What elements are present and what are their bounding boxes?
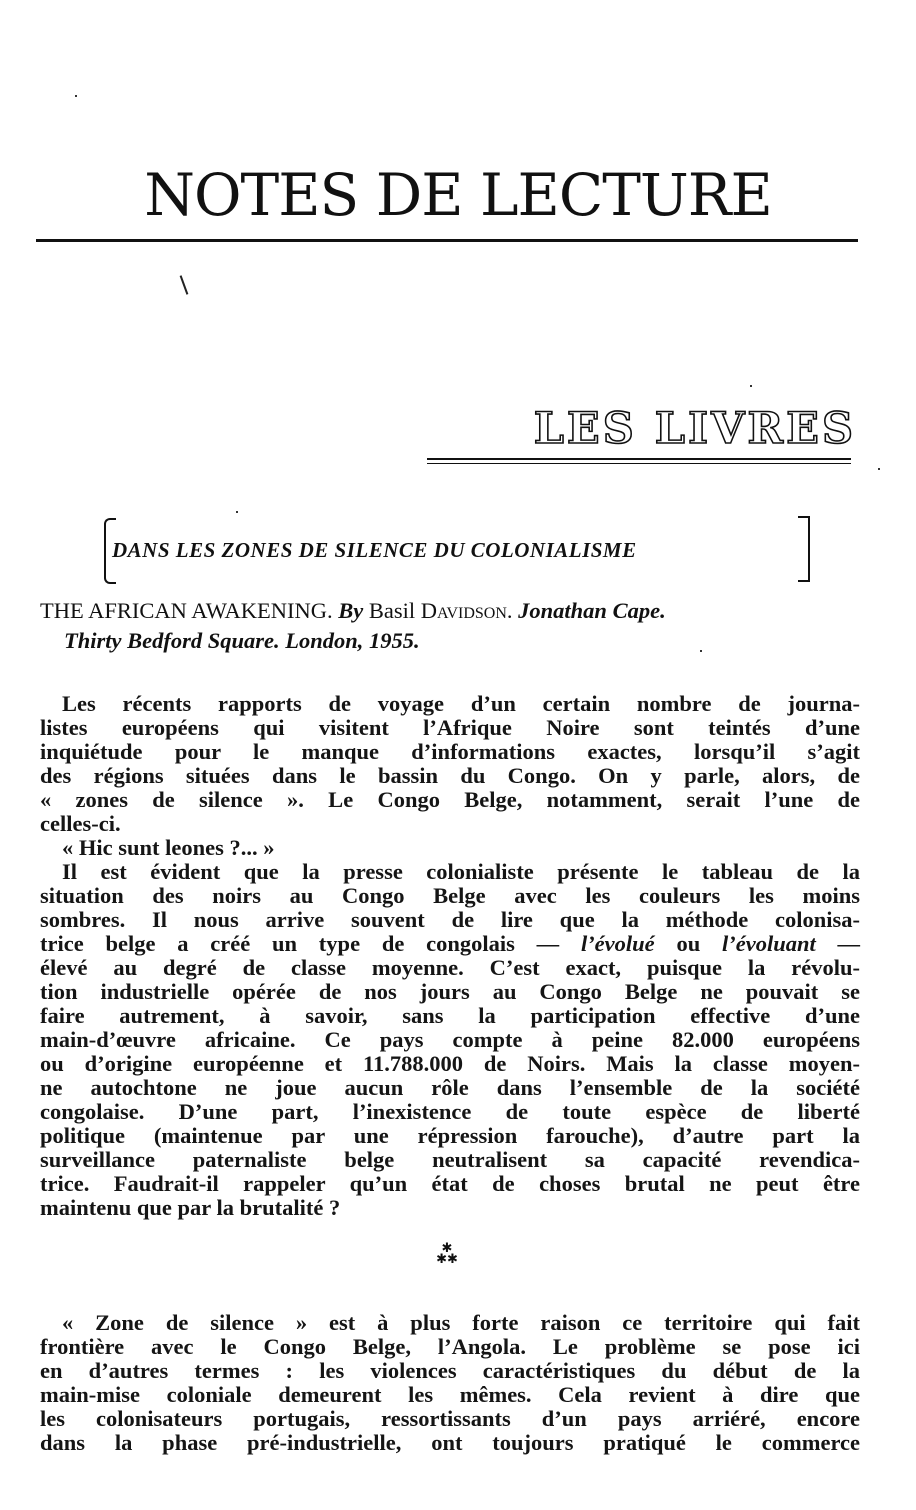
text-line: frontière avec le Congo Belge, l’Angola. Le problème se pose ici	[40, 1334, 860, 1359]
scan-speck	[750, 385, 752, 387]
bibliographic-reference	[40, 596, 860, 656]
text-line: les colonisateurs portugais, ressortissants d’un pays arriéré, encore	[40, 1406, 860, 1431]
term-evoluant: l’évoluant	[721, 931, 816, 956]
review-body	[40, 692, 860, 1220]
text-line: celles-ci.	[40, 811, 121, 836]
text-line: dans la phase pré-industrielle, ont toujours pratiqué le commerce	[40, 1430, 860, 1455]
review-body-continued	[40, 1311, 860, 1455]
author-last-name: Davidson.	[420, 598, 513, 623]
subsection-rule-bottom	[427, 463, 851, 464]
text-line: Les récents rapports de voyage d’un certain nombre de journa-	[62, 691, 860, 716]
text-line: ou d’origine européenne et 11.788.000 de Noirs. Mais la classe moyen-	[40, 1051, 860, 1076]
text-line: congolaise. D’une part, l’inexistence de toute espèce de liberté	[40, 1099, 860, 1124]
text-line: inquiétude pour le manque d’informations exactes, lorsqu’il s’agit	[40, 739, 860, 764]
section-title: NOTES DE LECTURE	[144, 161, 772, 229]
term-evolue: l’évolué	[580, 931, 655, 956]
text-line-with-italics: trice belge a créé un type de congolais — l’évolué ou l’évoluant —	[40, 931, 861, 956]
scan-speck	[236, 511, 238, 513]
subsection-rule-top	[427, 458, 851, 460]
text-line: « zones de silence ». Le Congo Belge, notamment, serait l’une de	[40, 787, 860, 812]
biblio-line-1	[40, 596, 860, 626]
scan-speck	[75, 95, 77, 97]
author-first-name: Basil	[368, 598, 416, 623]
scan-mark	[180, 275, 189, 294]
publisher: Jonathan Cape.	[518, 598, 666, 623]
text-line: Il est évident que la presse colonialiste présente le tableau de la	[62, 859, 860, 884]
text-line: des régions situées dans le bassin du Congo. On y parle, alors, de	[40, 763, 860, 788]
text-line: situation des noirs au Congo Belge avec les couleurs les moins	[40, 883, 860, 908]
text-line: en d’autres termes : les violences caractéristiques du début de la	[40, 1358, 860, 1383]
text-line: listes européens qui visitent l’Afrique Noire sont teintés d’une	[40, 715, 860, 740]
text-line: main-mise coloniale demeurent les mêmes. Cela revient à dire que	[40, 1382, 860, 1407]
review-heading: DANS LES ZONES DE SILENCE DU COLONIALISME	[112, 538, 637, 562]
heading-bracket-right	[798, 516, 810, 582]
text-line: surveillance paternaliste belge neutralisent sa capacité revendica-	[40, 1147, 860, 1172]
text-line: politique (maintenue par une répression farouche), d’autre part la	[40, 1123, 860, 1148]
text-line: élevé au degré de classe moyenne. C’est exact, puisque la révolu-	[40, 955, 860, 980]
scan-speck	[878, 468, 880, 470]
asterism-separator: ✱ ✱✱	[436, 1241, 458, 1267]
title-rule	[36, 239, 858, 242]
subsection-title: LES LIVRES	[533, 404, 856, 454]
scan-speck	[700, 650, 702, 652]
book-title: THE AFRICAN AWAKENING.	[40, 598, 333, 623]
text-line: ne autochtone ne joue aucun rôle dans l’ensemble de la société	[40, 1075, 860, 1100]
text-line: main-d’œuvre africaine. Ce pays compte à peine 82.000 européens	[40, 1027, 860, 1052]
text-line: maintenu que par la brutalité ?	[40, 1195, 341, 1220]
text-line: trice. Faudrait-il rappeler qu’un état de choses brutal ne peut être	[40, 1171, 860, 1196]
publisher-address: Thirty Bedford Square. London, 1955.	[64, 628, 420, 653]
text-line: tion industrielle opérée de nos jours au Congo Belge ne pouvait se	[40, 979, 860, 1004]
text-line: faire autrement, à savoir, sans la participation effective d’une	[40, 1003, 860, 1028]
text-line: sombres. Il nous arrive souvent de lire que la méthode colonisa-	[40, 907, 860, 932]
by-label: By	[338, 598, 364, 623]
text-line: « Zone de silence » est à plus forte raison ce territoire qui fait	[62, 1310, 860, 1335]
quote-line: « Hic sunt leones ?... »	[62, 835, 275, 860]
